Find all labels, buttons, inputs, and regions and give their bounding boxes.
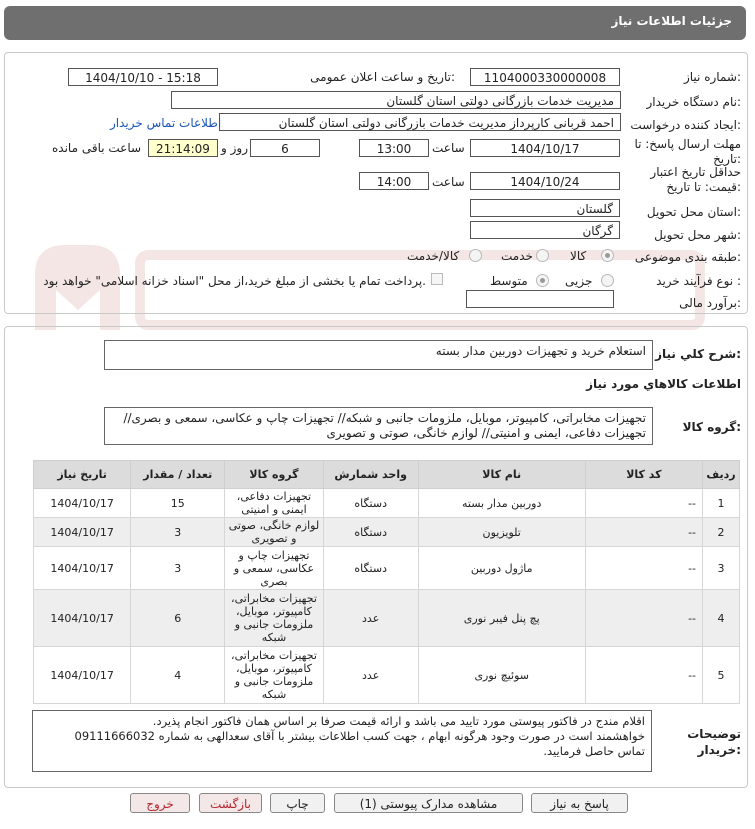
exit-button[interactable]: خروج [130,793,190,813]
buyer-notes-label: توضیحات [687,727,741,741]
row-name: ماژول دوربین [418,547,585,590]
row-unit: دستگاه [323,547,418,590]
row-group: تجهیزات مخابراتی، کامپیوتر، موبایل، ملزومات جانبی و شبکه [225,647,323,704]
table-row [34,590,740,647]
buyer-notes-line-2: خواهشمند است در صورت وجود هرگونه ابهام ، جهت کسب اطلاعات بیشتر با آقای سعدالهی به شماره 09111666032 [74,729,645,743]
row-group: تجهیزات چاپ و عکاسی، سمعی و بصری [225,547,323,590]
min-validity-label-date: قیمت: تا تاریخ: [666,180,741,194]
row-code: -- [585,590,702,647]
need-number-label: شماره نیاز: [683,70,741,84]
category-service-radio[interactable] [536,249,549,262]
province-field: گلستان [470,199,620,217]
row-code: -- [585,547,702,590]
row-date: 1404/10/17 [34,590,131,647]
row-index: 1 [703,489,740,518]
announce-date-label: تاریخ و ساعت اعلان عمومی: [310,70,455,84]
col-code-header: کد کالا [585,461,702,489]
row-index: 5 [703,647,740,704]
deadline-label: مهلت ارسال پاسخ: تا [634,137,741,151]
col-name-header: نام کالا [418,461,585,489]
row-unit: دستگاه [323,518,418,547]
min-validity-label: حداقل تاریخ اعتبار [650,165,741,179]
buyer-org-label: نام دستگاه خریدار: [646,95,741,109]
row-date: 1404/10/17 [34,489,131,518]
buyer-contact-link[interactable]: اطلاعات تماس خریدار [110,116,222,130]
row-qty: 4 [131,647,225,704]
category-both-radio[interactable] [469,249,482,262]
budget-field [466,290,614,308]
col-qty-header: تعداد / مقدار [131,461,225,489]
summary-label: شرح کلي نياز: [655,347,741,361]
deadline-time-label: ساعت [432,141,465,155]
category-goods-radio[interactable] [601,249,614,262]
row-name: پچ پنل فیبر نوری [418,590,585,647]
page-title: جزئیات اطلاعات نیاز [611,14,732,28]
buyer-notes-line-1: اقلام مندج در فاکتور پیوستی مورد تایید می باشد و ارائه قیمت صرفا بر اساس همان فاکتور انجام پذیرد. [152,714,645,728]
row-qty: 3 [131,547,225,590]
row-index: 2 [703,518,740,547]
city-field: گرگان [470,221,620,239]
row-qty: 15 [131,489,225,518]
process-type-label: نوع فرآیند خرید : [656,274,741,288]
row-index: 3 [703,547,740,590]
announce-date-field: 1404/10/10 - 15:18 [68,68,218,86]
col-group-header: گروه کالا [225,461,323,489]
row-code: -- [585,647,702,704]
goods-section-title: اطلاعات کالاهاي مورد نياز [586,377,741,391]
row-unit: عدد [323,647,418,704]
buyer-notes-field [32,710,652,772]
creator-field: احمد قربانی کارپرداز مدیریت خدمات بازرگانی دولتی استان گلستان [219,113,621,131]
row-unit: دستگاه [323,489,418,518]
deadline-date-field: 1404/10/17 [470,139,620,157]
row-date: 1404/10/17 [34,518,131,547]
table-row [34,489,740,518]
creator-label: ایجاد کننده درخواست: [630,118,741,132]
view-attachments-button[interactable]: مشاهده مدارک پیوستی (1) [334,793,523,813]
process-medium-label: متوسط [490,274,528,288]
row-qty: 6 [131,590,225,647]
valid-time-field: 14:00 [359,172,429,190]
row-code: -- [585,518,702,547]
print-button[interactable]: چاپ [270,793,325,813]
process-minor-radio[interactable] [601,274,614,287]
row-index: 4 [703,590,740,647]
row-group: لوازم خانگی، صوتی و تصویری [225,518,323,547]
budget-label: برآورد مالی: [679,296,741,310]
col-date-header: تاریخ نیاز [34,461,131,489]
category-both-label: کالا/خدمت [407,249,460,263]
treasury-payment-checkbox[interactable] [431,273,443,285]
row-date: 1404/10/17 [34,647,131,704]
reply-button[interactable]: پاسخ به نیاز [531,793,628,813]
page-header [4,6,746,40]
row-name: تلویزیون [418,518,585,547]
days-label: روز و [221,141,248,155]
back-button[interactable]: بازگشت [199,793,262,813]
table-row [34,518,740,547]
table-row [34,547,740,590]
city-label: شهر محل تحویل: [654,228,741,242]
summary-text: استعلام خرید و تجهیزات دوربین مدار بسته [435,344,646,358]
category-goods-label: کالا [570,249,587,263]
goods-group-line-1: تجهیزات مخابراتی، کامپیوتر، موبایل، ملزومات جانبی و شبکه// تجهیزات چاپ و عکاسی، سمعی و بصری// [123,411,646,425]
valid-time-label: ساعت [432,175,465,189]
category-service-label: خدمت [501,249,533,263]
treasury-payment-note: پرداخت تمام یا بخشی از مبلغ خرید،از محل "اسناد خزانه اسلامی" خواهد بود. [43,274,426,288]
summary-field [104,340,653,370]
row-code: -- [585,489,702,518]
table-row [34,647,740,704]
row-unit: عدد [323,590,418,647]
deadline-label-date: تاریخ: [713,152,741,166]
buyer-org-field: مدیریت خدمات بازرگانی دولتی استان گلستان [171,91,621,109]
goods-group-label: گروه کالا: [682,420,741,434]
deadline-time-field: 13:00 [359,139,429,157]
category-label: طبقه بندی موضوعی: [634,250,741,264]
row-qty: 3 [131,518,225,547]
buyer-notes-line-3: تماس حاصل فرمایید. [543,744,645,758]
row-name: سوئیچ نوری [418,647,585,704]
table-header-row [34,461,740,489]
buyer-notes-label-2: خریدار: [697,743,741,757]
valid-date-field: 1404/10/24 [470,172,620,190]
row-group: تجهیزات مخابراتی، کامپیوتر، موبایل، ملزومات جانبی و شبکه [225,590,323,647]
process-medium-radio[interactable] [536,274,549,287]
row-name: دوربین مدار بسته [418,489,585,518]
days-remaining-field: 6 [250,139,320,157]
goods-group-field [104,407,653,445]
row-date: 1404/10/17 [34,547,131,590]
need-number-field: 1104000330000008 [470,68,620,86]
col-unit-header: واحد شمارش [323,461,418,489]
goods-group-line-2: تجهیزات دفاعی، ایمنی و امنیتی// لوازم خانگی، صوتی و تصویری [326,426,646,440]
remaining-time-field: 21:14:09 [148,139,218,157]
row-group: تجهیزات دفاعی، ایمنی و امنیتی [225,489,323,518]
province-label: استان محل تحویل: [646,205,741,219]
remaining-time-label: ساعت باقی مانده [52,141,142,155]
goods-table [33,460,740,704]
process-minor-label: جزیی [565,274,593,288]
col-row-header: ردیف [703,461,740,489]
